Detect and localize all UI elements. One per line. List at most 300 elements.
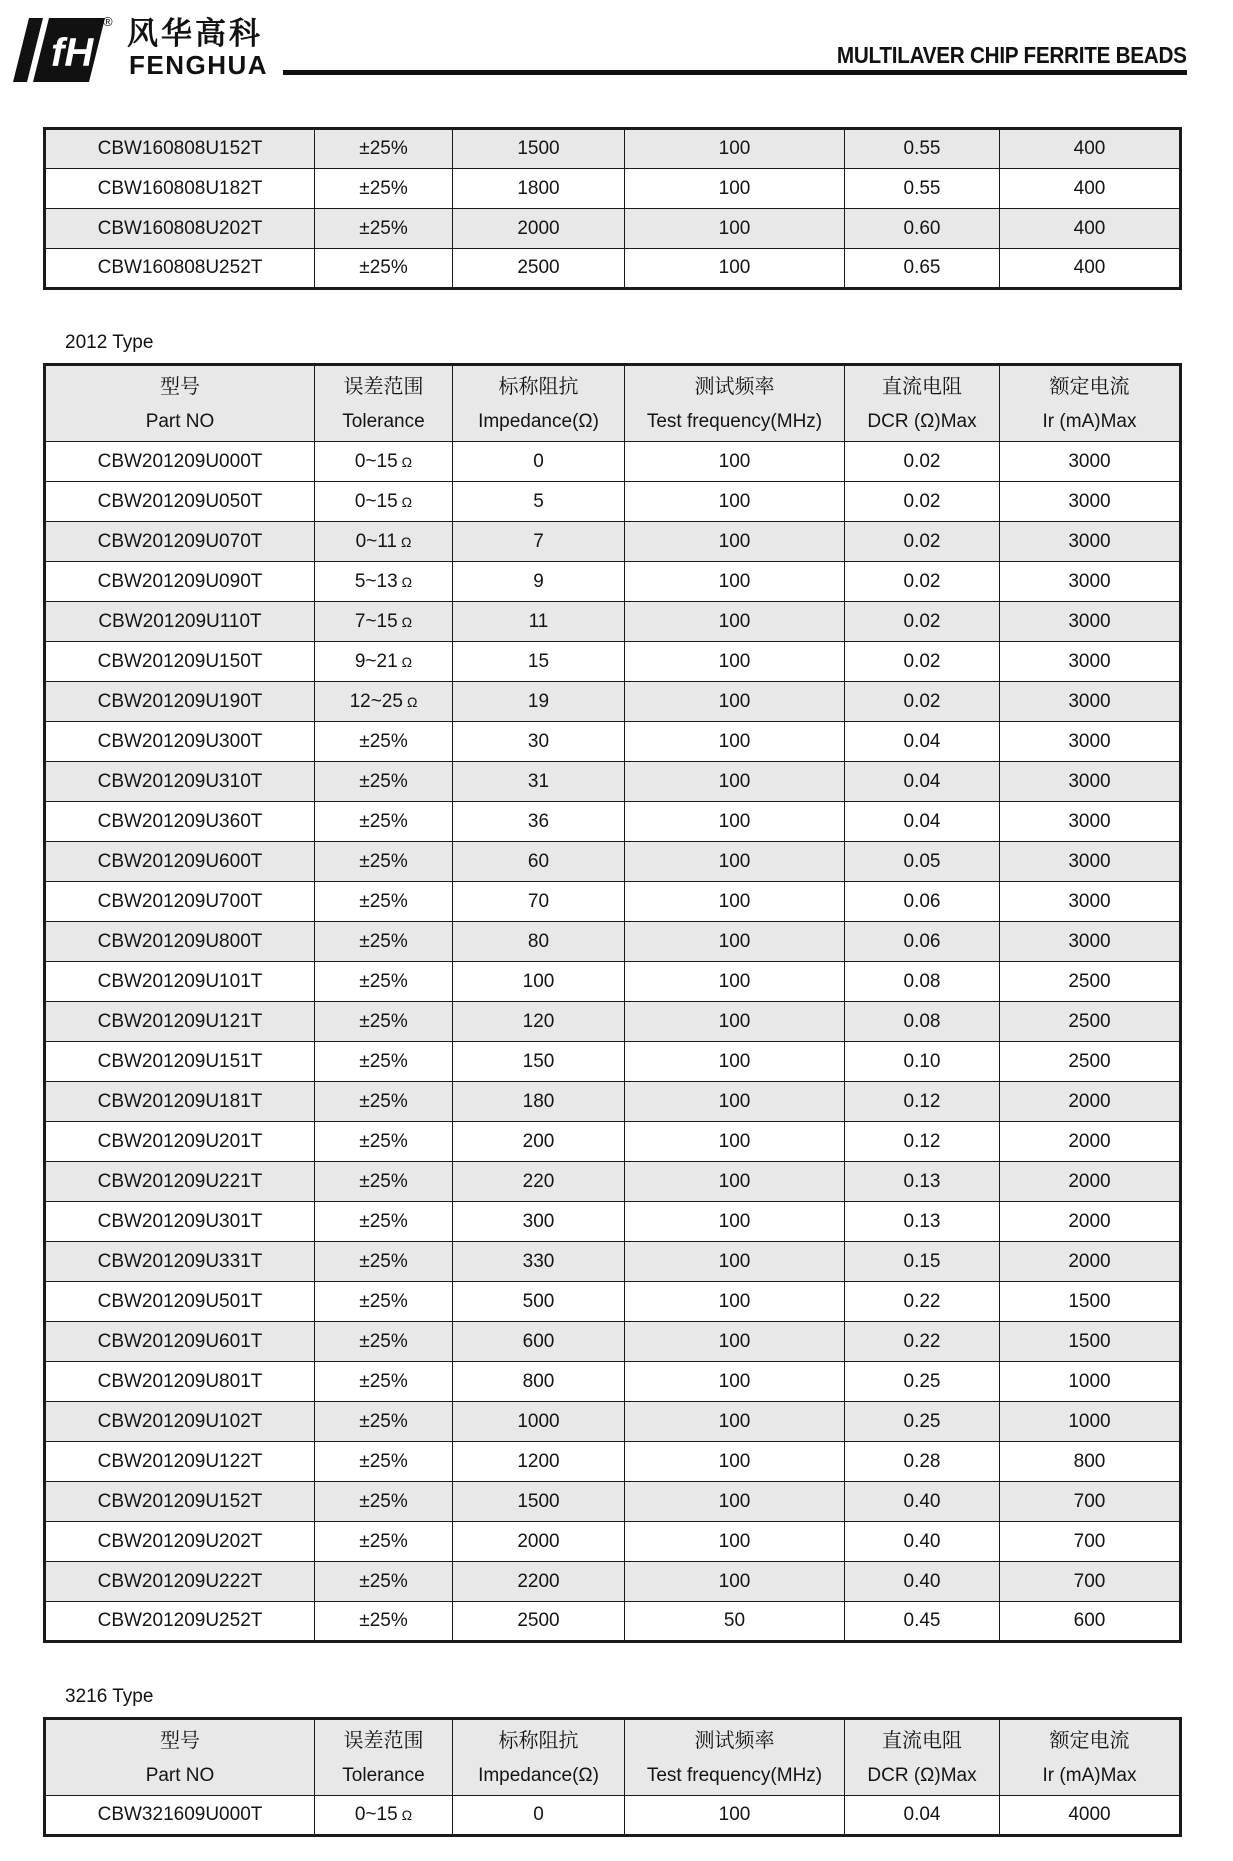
- test-frequency-cell: 100: [625, 169, 845, 209]
- test-frequency-cell: 100: [625, 522, 845, 562]
- tolerance-cell: ±25%: [315, 1522, 453, 1562]
- dcr-cell: 0.55: [845, 129, 1000, 169]
- ohm-symbol: Ω: [400, 533, 412, 550]
- impedance-cell: 2500: [453, 1602, 625, 1642]
- impedance-cell: 1500: [453, 129, 625, 169]
- column-header-cn-4: 直流电阻: [845, 1719, 1000, 1758]
- test-frequency-cell: 100: [625, 722, 845, 762]
- impedance-cell: 120: [453, 1002, 625, 1042]
- part-no-cell: CBW201209U150T: [45, 642, 315, 682]
- test-frequency-cell: 100: [625, 762, 845, 802]
- impedance-cell: 80: [453, 922, 625, 962]
- rated-current-cell: 400: [1000, 169, 1181, 209]
- rated-current-cell: 400: [1000, 209, 1181, 249]
- part-no-cell: CBW201209U101T: [45, 962, 315, 1002]
- part-no-cell: CBW160808U152T: [45, 129, 315, 169]
- table-row: [45, 1562, 1181, 1602]
- part-no-cell: CBW160808U252T: [45, 249, 315, 289]
- table-row: [45, 642, 1181, 682]
- 3216-type-grid: [43, 1717, 1182, 1837]
- rated-current-cell: 2000: [1000, 1122, 1181, 1162]
- impedance-cell: 5: [453, 482, 625, 522]
- dcr-cell: 0.02: [845, 522, 1000, 562]
- rated-current-cell: 2500: [1000, 1042, 1181, 1082]
- rated-current-cell: 3000: [1000, 442, 1181, 482]
- dcr-cell: 0.22: [845, 1282, 1000, 1322]
- column-header-cn-5: 额定电流: [1000, 1719, 1181, 1758]
- rated-current-cell: 3000: [1000, 722, 1181, 762]
- table-row: [45, 962, 1181, 1002]
- page-title: MULTILAVER CHIP FERRITE BEADS: [837, 42, 1187, 68]
- tolerance-cell: [315, 442, 453, 482]
- part-no-cell: CBW201209U151T: [45, 1042, 315, 1082]
- rated-current-cell: 1500: [1000, 1322, 1181, 1362]
- rated-current-cell: 400: [1000, 129, 1181, 169]
- column-header-cn-2: 标称阻抗: [453, 1719, 625, 1758]
- table-row: [45, 842, 1181, 882]
- rated-current-cell: 2500: [1000, 962, 1181, 1002]
- ohm-symbol: Ω: [401, 493, 413, 510]
- impedance-cell: 1000: [453, 1402, 625, 1442]
- part-no-cell: CBW201209U221T: [45, 1162, 315, 1202]
- tolerance-cell: ±25%: [315, 1602, 453, 1642]
- header-row-en: [45, 1757, 1181, 1796]
- tolerance-cell: ±25%: [315, 1202, 453, 1242]
- tolerance-range: 7~15: [354, 610, 398, 632]
- rated-current-cell: 3000: [1000, 842, 1181, 882]
- table-row: [45, 209, 1181, 249]
- registered-trademark-symbol: ®: [103, 14, 113, 29]
- dcr-cell: 0.10: [845, 1042, 1000, 1082]
- impedance-cell: 100: [453, 962, 625, 1002]
- part-no-cell: CBW201209U222T: [45, 1562, 315, 1602]
- tolerance-cell: [315, 602, 453, 642]
- column-header-en-3: Test frequency(MHz): [625, 403, 845, 442]
- 2012-type-grid: [43, 363, 1182, 1643]
- header-row-en: [45, 403, 1181, 442]
- column-header-en-1: Tolerance: [315, 403, 453, 442]
- test-frequency-cell: 100: [625, 1322, 845, 1362]
- table-row: [45, 1482, 1181, 1522]
- impedance-cell: 19: [453, 682, 625, 722]
- impedance-cell: 800: [453, 1362, 625, 1402]
- column-header-cn-0: 型号: [45, 365, 315, 404]
- impedance-cell: 300: [453, 1202, 625, 1242]
- test-frequency-cell: 100: [625, 1122, 845, 1162]
- table-row: [45, 1322, 1181, 1362]
- tolerance-cell: [315, 522, 453, 562]
- table-row: [45, 169, 1181, 209]
- impedance-cell: 0: [453, 442, 625, 482]
- rated-current-cell: 4000: [1000, 1796, 1181, 1836]
- impedance-cell: 30: [453, 722, 625, 762]
- table-row: [45, 882, 1181, 922]
- table-3216-type: [43, 1717, 1182, 1837]
- dcr-cell: 0.02: [845, 642, 1000, 682]
- test-frequency-cell: 100: [625, 1162, 845, 1202]
- impedance-cell: 2000: [453, 1522, 625, 1562]
- table-row: [45, 562, 1181, 602]
- ohm-symbol: Ω: [401, 573, 413, 590]
- dcr-cell: 0.02: [845, 602, 1000, 642]
- column-header-cn-4: 直流电阻: [845, 365, 1000, 404]
- table-row: [45, 1362, 1181, 1402]
- dcr-cell: 0.02: [845, 442, 1000, 482]
- rated-current-cell: 1000: [1000, 1402, 1181, 1442]
- impedance-cell: 330: [453, 1242, 625, 1282]
- column-header-cn-1: 误差范围: [315, 365, 453, 404]
- test-frequency-cell: 100: [625, 842, 845, 882]
- impedance-cell: 31: [453, 762, 625, 802]
- rated-current-cell: 1500: [1000, 1282, 1181, 1322]
- dcr-cell: 0.02: [845, 482, 1000, 522]
- ohm-symbol: Ω: [401, 613, 413, 630]
- rated-current-cell: 2000: [1000, 1162, 1181, 1202]
- part-no-cell: CBW201209U700T: [45, 882, 315, 922]
- dcr-cell: 0.02: [845, 562, 1000, 602]
- rated-current-cell: 700: [1000, 1562, 1181, 1602]
- rated-current-cell: 700: [1000, 1482, 1181, 1522]
- rated-current-cell: 3000: [1000, 642, 1181, 682]
- rated-current-cell: 1000: [1000, 1362, 1181, 1402]
- dcr-cell: 0.40: [845, 1562, 1000, 1602]
- tolerance-cell: ±25%: [315, 1242, 453, 1282]
- ohm-symbol: Ω: [406, 693, 418, 710]
- tolerance-cell: ±25%: [315, 1122, 453, 1162]
- rated-current-cell: 2000: [1000, 1082, 1181, 1122]
- dcr-cell: 0.55: [845, 169, 1000, 209]
- test-frequency-cell: 100: [625, 1402, 845, 1442]
- tolerance-cell: ±25%: [315, 249, 453, 289]
- tolerance-cell: ±25%: [315, 1362, 453, 1402]
- tolerance-cell: ±25%: [315, 1322, 453, 1362]
- dcr-cell: 0.25: [845, 1402, 1000, 1442]
- ohm-symbol: Ω: [401, 453, 413, 470]
- column-header-en-3: Test frequency(MHz): [625, 1757, 845, 1796]
- impedance-cell: 600: [453, 1322, 625, 1362]
- svg-text:fH: fH: [51, 31, 94, 75]
- dcr-cell: 0.45: [845, 1602, 1000, 1642]
- part-no-cell: CBW201209U201T: [45, 1122, 315, 1162]
- tolerance-cell: ±25%: [315, 1402, 453, 1442]
- tolerance-cell: ±25%: [315, 129, 453, 169]
- table-row: [45, 522, 1181, 562]
- dcr-cell: 0.25: [845, 1362, 1000, 1402]
- column-header-en-0: Part NO: [45, 403, 315, 442]
- impedance-cell: 7: [453, 522, 625, 562]
- tolerance-cell: [315, 482, 453, 522]
- test-frequency-cell: 100: [625, 1796, 845, 1836]
- part-no-cell: CBW201209U122T: [45, 1442, 315, 1482]
- impedance-cell: 180: [453, 1082, 625, 1122]
- test-frequency-cell: 100: [625, 1562, 845, 1602]
- section-label-2012-type: 2012 Type: [65, 332, 154, 353]
- test-frequency-cell: 100: [625, 1002, 845, 1042]
- dcr-cell: 0.08: [845, 1002, 1000, 1042]
- 1608-type-continued-grid: [43, 127, 1182, 290]
- part-no-cell: CBW201209U300T: [45, 722, 315, 762]
- dcr-cell: 0.40: [845, 1482, 1000, 1522]
- rated-current-cell: 3000: [1000, 762, 1181, 802]
- column-header-cn-3: 测试频率: [625, 1719, 845, 1758]
- header-row-cn: [45, 365, 1181, 404]
- test-frequency-cell: 50: [625, 1602, 845, 1642]
- dcr-cell: 0.40: [845, 1522, 1000, 1562]
- rated-current-cell: 3000: [1000, 562, 1181, 602]
- table-row: [45, 682, 1181, 722]
- header-row-cn: [45, 1719, 1181, 1758]
- column-header-cn-1: 误差范围: [315, 1719, 453, 1758]
- test-frequency-cell: 100: [625, 1082, 845, 1122]
- table-row: [45, 762, 1181, 802]
- test-frequency-cell: 100: [625, 1482, 845, 1522]
- column-header-en-5: Ir (mA)Max: [1000, 1757, 1181, 1796]
- rated-current-cell: 3000: [1000, 482, 1181, 522]
- impedance-cell: 2000: [453, 209, 625, 249]
- column-header-en-0: Part NO: [45, 1757, 315, 1796]
- ohm-symbol: Ω: [401, 1807, 413, 1823]
- test-frequency-cell: 100: [625, 1242, 845, 1282]
- column-header-en-4: DCR (Ω)Max: [845, 1757, 1000, 1796]
- impedance-cell: 200: [453, 1122, 625, 1162]
- ohm-symbol: Ω: [401, 653, 413, 670]
- impedance-cell: 500: [453, 1282, 625, 1322]
- impedance-cell: 2500: [453, 249, 625, 289]
- tolerance-range: 5~13: [354, 570, 398, 592]
- part-no-cell: CBW201209U252T: [45, 1602, 315, 1642]
- table-row: [45, 1522, 1181, 1562]
- test-frequency-cell: 100: [625, 1442, 845, 1482]
- part-no-cell: CBW201209U110T: [45, 602, 315, 642]
- column-header-en-2: Impedance(Ω): [453, 1757, 625, 1796]
- impedance-cell: 1200: [453, 1442, 625, 1482]
- column-header-en-4: DCR (Ω)Max: [845, 403, 1000, 442]
- rated-current-cell: 2000: [1000, 1202, 1181, 1242]
- dcr-cell: 0.22: [845, 1322, 1000, 1362]
- part-no-cell: CBW201209U331T: [45, 1242, 315, 1282]
- tolerance-cell: ±25%: [315, 1562, 453, 1602]
- part-no-cell: CBW201209U121T: [45, 1002, 315, 1042]
- dcr-cell: 0.04: [845, 722, 1000, 762]
- tolerance-range: 0~11: [355, 530, 397, 552]
- dcr-cell: 0.12: [845, 1122, 1000, 1162]
- test-frequency-cell: 100: [625, 602, 845, 642]
- test-frequency-cell: 100: [625, 922, 845, 962]
- dcr-cell: 0.06: [845, 882, 1000, 922]
- test-frequency-cell: 100: [625, 642, 845, 682]
- column-header-en-1: Tolerance: [315, 1757, 453, 1796]
- table-1608-continued: [43, 127, 1182, 290]
- column-header-cn-3: 测试频率: [625, 365, 845, 404]
- tolerance-cell: ±25%: [315, 962, 453, 1002]
- dcr-cell: 0.04: [845, 1796, 1000, 1836]
- dcr-cell: 0.06: [845, 922, 1000, 962]
- table-row: [45, 1442, 1181, 1482]
- tolerance-range: 9~21: [354, 650, 398, 672]
- part-no-cell: CBW201209U301T: [45, 1202, 315, 1242]
- tolerance-cell: ±25%: [315, 842, 453, 882]
- part-no-cell: CBW201209U600T: [45, 842, 315, 882]
- impedance-cell: 9: [453, 562, 625, 602]
- tolerance-cell: ±25%: [315, 802, 453, 842]
- impedance-cell: 60: [453, 842, 625, 882]
- rated-current-cell: 400: [1000, 249, 1181, 289]
- column-header-en-2: Impedance(Ω): [453, 403, 625, 442]
- fenghua-logo-icon: [13, 16, 105, 84]
- tolerance-cell: ±25%: [315, 1082, 453, 1122]
- tolerance-cell: ±25%: [315, 1282, 453, 1322]
- tolerance-range: 0~15: [354, 450, 398, 472]
- table-row: [45, 802, 1181, 842]
- test-frequency-cell: 100: [625, 209, 845, 249]
- table-row: [45, 1202, 1181, 1242]
- impedance-cell: 220: [453, 1162, 625, 1202]
- table-2012-type: [43, 363, 1182, 1643]
- section-label-3216-type: 3216 Type: [65, 1686, 154, 1707]
- tolerance-cell: ±25%: [315, 762, 453, 802]
- part-no-cell: CBW201209U000T: [45, 442, 315, 482]
- table-row: [45, 1082, 1181, 1122]
- table-row: [45, 442, 1181, 482]
- impedance-cell: 11: [453, 602, 625, 642]
- table-row: [45, 1122, 1181, 1162]
- part-no-cell: CBW321609U000T: [45, 1796, 315, 1836]
- impedance-cell: 2200: [453, 1562, 625, 1602]
- table-row: [45, 1796, 1181, 1836]
- table-row: [45, 602, 1181, 642]
- part-no-cell: CBW201209U360T: [45, 802, 315, 842]
- dcr-cell: 0.15: [845, 1242, 1000, 1282]
- table-row: [45, 722, 1181, 762]
- tolerance-cell: ±25%: [315, 922, 453, 962]
- table-row: [45, 1242, 1181, 1282]
- tolerance-cell: ±25%: [315, 1482, 453, 1522]
- rated-current-cell: 2500: [1000, 1002, 1181, 1042]
- impedance-cell: 0: [453, 1796, 625, 1836]
- part-no-cell: CBW201209U501T: [45, 1282, 315, 1322]
- tolerance-cell: ±25%: [315, 1042, 453, 1082]
- table-row: [45, 482, 1181, 522]
- part-no-cell: CBW201209U800T: [45, 922, 315, 962]
- impedance-cell: 150: [453, 1042, 625, 1082]
- tolerance-cell: [315, 562, 453, 602]
- dcr-cell: 0.08: [845, 962, 1000, 1002]
- test-frequency-cell: 100: [625, 442, 845, 482]
- rated-current-cell: 3000: [1000, 922, 1181, 962]
- part-no-cell: CBW160808U202T: [45, 209, 315, 249]
- tolerance-cell: ±25%: [315, 722, 453, 762]
- table-row: [45, 249, 1181, 289]
- header-rule-divider: [283, 70, 1187, 75]
- table-row: [45, 922, 1181, 962]
- dcr-cell: 0.02: [845, 682, 1000, 722]
- column-header-cn-0: 型号: [45, 1719, 315, 1758]
- tolerance-cell: ±25%: [315, 1442, 453, 1482]
- part-no-cell: CBW201209U202T: [45, 1522, 315, 1562]
- tolerance-cell: ±25%: [315, 882, 453, 922]
- dcr-cell: 0.04: [845, 762, 1000, 802]
- column-header-en-5: Ir (mA)Max: [1000, 403, 1181, 442]
- impedance-cell: 1500: [453, 1482, 625, 1522]
- rated-current-cell: 800: [1000, 1442, 1181, 1482]
- part-no-cell: CBW201209U152T: [45, 1482, 315, 1522]
- part-no-cell: CBW201209U181T: [45, 1082, 315, 1122]
- table-row: [45, 129, 1181, 169]
- rated-current-cell: 3000: [1000, 882, 1181, 922]
- tolerance-range: 0~15: [354, 1804, 398, 1825]
- tolerance-cell: [315, 682, 453, 722]
- impedance-cell: 36: [453, 802, 625, 842]
- test-frequency-cell: 100: [625, 1202, 845, 1242]
- part-no-cell: CBW201209U090T: [45, 562, 315, 602]
- column-header-cn-2: 标称阻抗: [453, 365, 625, 404]
- test-frequency-cell: 100: [625, 962, 845, 1002]
- brand-name-chinese: 风华高科: [127, 16, 263, 51]
- impedance-cell: 70: [453, 882, 625, 922]
- tolerance-cell: [315, 1796, 453, 1836]
- rated-current-cell: 700: [1000, 1522, 1181, 1562]
- part-no-cell: CBW201209U102T: [45, 1402, 315, 1442]
- tolerance-range: 0~15: [354, 490, 398, 512]
- table-row: [45, 1002, 1181, 1042]
- tolerance-cell: [315, 642, 453, 682]
- dcr-cell: 0.04: [845, 802, 1000, 842]
- test-frequency-cell: 100: [625, 1522, 845, 1562]
- rated-current-cell: 2000: [1000, 1242, 1181, 1282]
- rated-current-cell: 3000: [1000, 802, 1181, 842]
- dcr-cell: 0.60: [845, 209, 1000, 249]
- tolerance-cell: ±25%: [315, 1162, 453, 1202]
- column-header-cn-5: 额定电流: [1000, 365, 1181, 404]
- part-no-cell: CBW201209U601T: [45, 1322, 315, 1362]
- rated-current-cell: 3000: [1000, 602, 1181, 642]
- part-no-cell: CBW201209U801T: [45, 1362, 315, 1402]
- table-row: [45, 1402, 1181, 1442]
- impedance-cell: 1800: [453, 169, 625, 209]
- test-frequency-cell: 100: [625, 249, 845, 289]
- impedance-cell: 15: [453, 642, 625, 682]
- dcr-cell: 0.28: [845, 1442, 1000, 1482]
- table-row: [45, 1602, 1181, 1642]
- test-frequency-cell: 100: [625, 1362, 845, 1402]
- test-frequency-cell: 100: [625, 882, 845, 922]
- test-frequency-cell: 100: [625, 562, 845, 602]
- tolerance-range: 12~25: [349, 690, 403, 712]
- dcr-cell: 0.13: [845, 1202, 1000, 1242]
- rated-current-cell: 3000: [1000, 682, 1181, 722]
- table-row: [45, 1162, 1181, 1202]
- test-frequency-cell: 100: [625, 682, 845, 722]
- table-row: [45, 1282, 1181, 1322]
- brand-name-english: FENGHUA: [129, 50, 269, 80]
- dcr-cell: 0.05: [845, 842, 1000, 882]
- test-frequency-cell: 100: [625, 129, 845, 169]
- part-no-cell: CBW160808U182T: [45, 169, 315, 209]
- table-row: [45, 1042, 1181, 1082]
- rated-current-cell: 600: [1000, 1602, 1181, 1642]
- test-frequency-cell: 100: [625, 1042, 845, 1082]
- test-frequency-cell: 100: [625, 1282, 845, 1322]
- tolerance-cell: ±25%: [315, 169, 453, 209]
- part-no-cell: CBW201209U190T: [45, 682, 315, 722]
- part-no-cell: CBW201209U310T: [45, 762, 315, 802]
- rated-current-cell: 3000: [1000, 522, 1181, 562]
- dcr-cell: 0.65: [845, 249, 1000, 289]
- tolerance-cell: ±25%: [315, 1002, 453, 1042]
- part-no-cell: CBW201209U070T: [45, 522, 315, 562]
- dcr-cell: 0.13: [845, 1162, 1000, 1202]
- test-frequency-cell: 100: [625, 482, 845, 522]
